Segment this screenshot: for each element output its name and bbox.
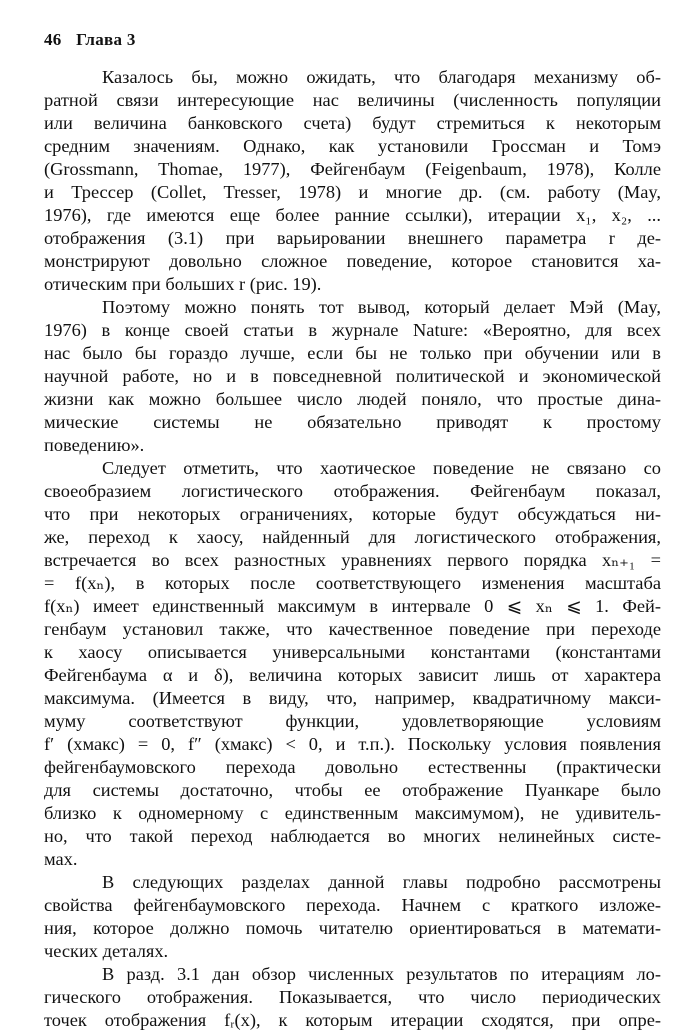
text-line: поведению». bbox=[44, 435, 145, 455]
text-line: максимума. (Имеется в виду, что, например, квадратичному макси- bbox=[44, 688, 661, 708]
text-line: нас было бы гораздо лучше, если бы не только при обучении или в bbox=[44, 343, 661, 363]
text-line: мические системы не обязательно приводят к простому bbox=[44, 412, 661, 432]
text-line: Поэтому можно понять тот вывод, который делает Мэй (May, bbox=[102, 297, 661, 317]
text-line: отическим при больших r (рис. 19). bbox=[44, 274, 322, 294]
text-line: свойства фейгенбаумовского перехода. Начнем с краткого изложе- bbox=[44, 895, 661, 915]
text-line: или величина банковского счета) будут стремиться к некоторым bbox=[44, 113, 661, 133]
text-line: ратной связи интересующие нас величины (численность популяции bbox=[44, 90, 661, 110]
text-line: отображения (3.1) при варьировании внешнего параметра r де- bbox=[44, 228, 661, 248]
text-line: что при некоторых ограничениях, которые будут обсуждаться ни- bbox=[44, 504, 661, 524]
text-line: В следующих разделах данной главы подробно рассмотрены bbox=[102, 872, 661, 892]
text-line: монстрируют довольно сложное поведение, которое становится ха- bbox=[44, 251, 661, 271]
text-line: научной работе, но и в повседневной политической и экономической bbox=[44, 366, 661, 386]
text-line: встречается во всех разностных уравнениях первого порядка xₙ₊₁ = bbox=[44, 550, 661, 570]
text-line: Казалось бы, можно ожидать, что благодаря механизму об- bbox=[102, 67, 661, 87]
text-line: Следует отметить, что хаотическое поведение не связано со bbox=[102, 458, 661, 478]
text-line: но, что такой переход наблюдается во многих нелинейных систе- bbox=[44, 826, 661, 846]
text-line: средним значениям. Однако, как установили Гроссман и Томэ bbox=[44, 136, 661, 156]
text-line: генбаум установил также, что качественное поведение при переходе bbox=[44, 619, 661, 639]
chapter-title: Глава 3 bbox=[76, 30, 136, 49]
text-line: точек отображения fᵣ(x), к которым итерации сходятся, при опре- bbox=[44, 1010, 661, 1030]
running-header bbox=[44, 30, 136, 50]
text-line: для системы достаточно, чтобы ее отображение Пуанкаре было bbox=[44, 780, 661, 800]
text-line: и Трессер (Collet, Tresser, 1978) и многие др. (см. работу (May, bbox=[44, 182, 661, 202]
paragraph-4 bbox=[44, 871, 661, 963]
page-number: 46 bbox=[44, 30, 62, 49]
text-line: жизни как можно большее число людей поняло, что простые дина- bbox=[44, 389, 661, 409]
text-line: ческих деталях. bbox=[44, 941, 169, 961]
page-body bbox=[44, 66, 661, 1032]
text-line: В разд. 3.1 дан обзор численных результатов по итерациям ло- bbox=[102, 964, 661, 984]
text-line: ния, которое должно помочь читателю ориентироваться в математи- bbox=[44, 918, 661, 938]
text-line: мах. bbox=[44, 849, 78, 869]
text-line: же, переход к хаосу, найденный для логистического отображения, bbox=[44, 527, 661, 547]
text-line: муму соответствуют функции, удовлетворяющие условиям bbox=[44, 711, 661, 731]
paragraph-5 bbox=[44, 963, 661, 1032]
text-line: = f(xₙ), в которых после соответствующего изменения масштаба bbox=[44, 573, 661, 593]
text-line: своеобразием логистического отображения. Фейгенбаум показал, bbox=[44, 481, 661, 501]
text-line: (Grossmann, Thomae, 1977), Фейгенбаум (Feigenbaum, 1978), Колле bbox=[44, 159, 661, 179]
text-line: гического отображения. Показывается, что число периодических bbox=[44, 987, 661, 1007]
text-line: 1976), где имеются еще более ранние ссылки), итерации x₁, x₂, ... bbox=[44, 205, 661, 225]
paragraph-2 bbox=[44, 296, 661, 457]
text-line: к хаосу описывается универсальными константами (константами bbox=[44, 642, 661, 662]
text-line: f′ (xмакс) = 0, f″ (xмакс) < 0, и т.п.). Поскольку условия появления bbox=[44, 734, 661, 754]
text-line: Фейгенбаума α и δ), величина которых зависит лишь от характера bbox=[44, 665, 661, 685]
text-line: близко к одномерному с единственным максимумом), не удивитель- bbox=[44, 803, 661, 823]
text-line: f(xₙ) имеет единственный максимум в интервале 0 ⩽ xₙ ⩽ 1. Фей- bbox=[44, 596, 661, 616]
text-line: фейгенбаумовского перехода довольно естественны (практически bbox=[44, 757, 661, 777]
paragraph-3 bbox=[44, 457, 661, 871]
paragraph-1 bbox=[44, 66, 661, 296]
text-line: 1976) в конце своей статьи в журнале Nature: «Вероятно, для всех bbox=[44, 320, 661, 340]
